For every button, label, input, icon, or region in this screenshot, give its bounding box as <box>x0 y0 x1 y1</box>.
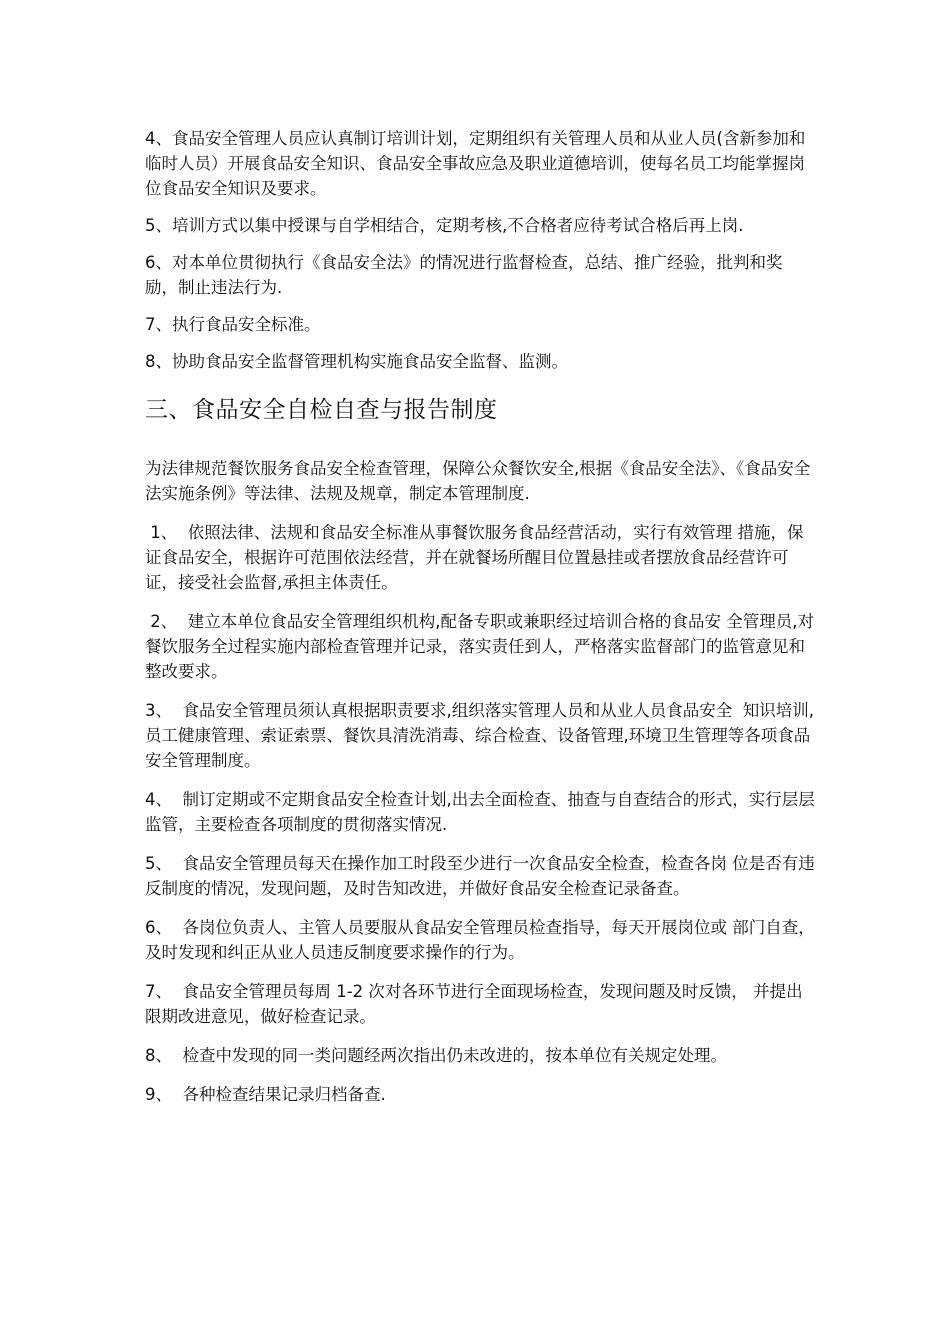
intro-paragraph: 为法律规范餐饮服务食品安全检查管理，保障公众餐饮安全,根据《食品安全法》、《食品安全法实施条例》等法律、法规及规章，制定本管理制度. <box>145 459 811 503</box>
list-item: 1、 依照法律、法规和食品安全标准从事餐饮服务食品经营活动，实行有效管理 措施，保证食品安全，根据许可范围依法经营，并在就餐场所醒目位置悬挂或者摆放食品经营许可证，接受社会监督,承担主体责任。 <box>145 523 804 592</box>
list-item: 7、执行食品安全标准。 <box>145 315 321 334</box>
list-item: 4、食品安全管理人员应认真制订培训计划，定期组织有关管理人员和从业人员(含新参加和临时人员）开展食品安全知识、食品安全事故应急及职业道德培训，使每名员工均能掌握岗位食品安全知识及要求。 <box>145 129 806 198</box>
list-item: 5、 食品安全管理员每天在操作加工时段至少进行一次食品安全检查，检查各岗 位是否有违反制度的情况，发现问题，及时告知改进，并做好食品安全检查记录备查。 <box>145 854 815 898</box>
list-item: 3、 食品安全管理员须认真根据职责要求,组织落实管理人员和从业人员食品安全 知识培训,员工健康管理、索证索票、餐饮具清洗消毒、综合检查、设备管理,环境卫生管理等各项食品安全管理制度。 <box>145 701 814 770</box>
list-item: 4、 制订定期或不定期食品安全检查计划,出去全面检查、抽查与自查结合的形式，实行层层监管，主要检查各项制度的贯彻落实情况. <box>145 790 815 834</box>
section-three-body <box>145 456 815 1107</box>
section-one-items <box>145 126 815 374</box>
list-item: 7、 食品安全管理员每周 1-2 次对各环节进行全面现场检查，发现问题及时反馈， 并提出限期改进意见，做好检查记录。 <box>145 982 803 1026</box>
list-item: 2、 建立本单位食品安全管理组织机构,配备专职或兼职经过培训合格的食品安 全管理员,对餐饮服务全过程实施内部检查管理并记录，落实责任到人，严格落实监督部门的监管意见和整改要求。 <box>145 612 814 681</box>
document-body <box>145 126 815 1121</box>
list-item: 8、 检查中发现的同一类问题经两次指出仍未改进的，按本单位有关规定处理。 <box>145 1046 727 1065</box>
list-item: 9、 各种检查结果记录归档备查. <box>145 1085 386 1104</box>
list-item: 8、协助食品安全监督管理机构实施食品安全监督、监测。 <box>145 352 568 371</box>
list-item: 6、对本单位贯彻执行《食品安全法》的情况进行监督检查，总结、推广经验，批判和奖励，制止违法行为. <box>145 253 783 297</box>
list-item: 6、 各岗位负责人、主管人员要服从食品安全管理员检查指导，每天开展岗位或 部门自查，及时发现和纠正从业人员违反制度要求操作的行为。 <box>145 918 815 962</box>
list-item: 5、培训方式以集中授课与自学相结合，定期考核,不合格者应待考试合格后再上岗. <box>145 216 744 235</box>
section-heading: 三、食品安全自检自查与报告制度 <box>145 397 498 423</box>
